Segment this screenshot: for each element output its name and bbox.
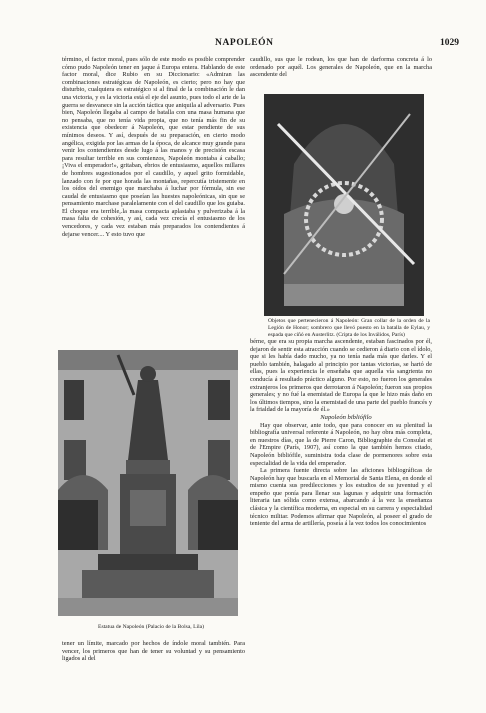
page-header <box>0 38 486 52</box>
paragraph: término, el factor moral, pues sólo de este modo es posible comprender cómo pudo Napoleón tener en jaque á Europa entera. Hablando de este factor moral, dice Rubio en su Diccionario: «Admiran las combinaciones estratégicas de Napoleón, es cierto; pero no hay que disturbio, cualquiera es estratégico si al final de la combinación le dan una victoria, y es la victoria está el eje del asunto, pues todo el arte de la guerra se desvanece sin la acción táctica que aniquila al adversario. Pues bien, Napoleón llegaba al campo de batalla con una masa humana que no pensaba, que no tenía vida propia, que no tenía más fin de su existencia que obedecer á Napoleón, que estar pendiente de sus mínimos deseos. Y así, después de su preparación, en cierto modo angélica, exigida por las armas de la época, de alcance muy grande para venir los contendientes desde lugo á las manos y de precisión escasa para resultar terrible en sus comienzos, Napoleón montaba á caballo; ¡Viva el emperador!», gritaban, ebrios de entusiasmo, aquellos millares de hombres sugestionados por el caudillo, y aquel grito formidable, lanzado con fe por que horada las montañas, repercutía tristemente en los oídos del enemigo que marchaba á luchar por fórmula, sin ese caudal de entusiasmo que poseían las huestes napoleónicas, sin que se pensamiento marchase paralelamente con el del caudillo que los guiaba. El choque era terrible,.la masa compacta aplastaba y pulverizaba á la masa falta de cohesión, y así, cada vez crecía el entusiasmo de los vencedores, y cada vez estaban más preparados los contendientes á dejarse vencer.... Y esto tuvo que <box>62 56 245 238</box>
figure-statue <box>58 350 238 616</box>
column-left-bottom <box>62 640 245 696</box>
figure-hat-collar-sword <box>264 94 424 316</box>
paragraph: tener un límite, marcado por hechos de índole moral también. Para vencer, los primeros que han de tener su voluntad y su pensamiento ligados al del <box>62 640 245 663</box>
page-number: 1029 <box>440 38 459 48</box>
figure-caption-left: Estatua de Napoleón (Palacio de la Bolsa, Lila) <box>98 624 204 630</box>
column-right-top <box>250 56 432 96</box>
paragraph: bérne, que era su propia marcha ascendente, estaban fascinados por él, dejaron de sentir esta atracción cuando se cedieron á diario con el ídolo, que si les había dado mucho, ya no tenía nada más que darles. Y el pueblo también, halagado al principio por tantas victorias, se hartó de ellas, pues la experiencia le enseñaba que aquella vía sangrienta no conducía á resultado práctico alguno. Por esto, no fueron los generales extranjeros los primeros que derrotaron á Napoleón; fueron sus propios generales; y no fué la enemistad de Europa la que le hizo más daño en los últimos tiempos, sino la enemistad de una parte del pueblo francés y la frialdad de la mayoría de él.» <box>250 338 432 414</box>
paragraph: Hay que observar, ante todo, que para conocer en su plenitud la bibliografía universal referente á Napoleón, no hay obra más completa, en nuestros días, que la de Pierre Caron, Bibliographie du Consulat et de l'Empire (París, 1907), así como la que también hemos citado, Napoleón bibliófile, suministra toda clase de pormenores sobre esta especialidad de la vida del emperador. <box>250 421 432 467</box>
section-subtitle: Napoleón bibliófilo <box>320 413 372 421</box>
column-left-top <box>62 56 245 344</box>
running-title: NAPOLEÓN <box>215 38 274 48</box>
hat-sword-collar-photo-icon <box>264 94 424 316</box>
column-right-bottom <box>250 338 432 648</box>
figure-caption-right: Objetos que pertenecieron á Napoleón: Gran collar de la orden de la Legión de Honor; sombrero que llevó puesto en la batalla de Eylau, y espada que ciñó en Austerlitz. (Cripta de los Inválidos, París) <box>268 318 430 338</box>
statue-photo-icon <box>58 350 238 616</box>
paragraph: La primera fuente directa sobre las aficiones bibliográficas de Napoleón hay que buscarla en el Memorial de Santa Elena, en donde el mismo cuenta sus predilecciones y los estudios de su juventud y el empeño que ponía para llenar sus lagunas y adquirir una formación literaria tan sólida como extensa, abarcando á la vez la enseñanza clásica y la científica moderna, en especial en su carrera y especialidad técnico militar. Podemos afirmar que Napoleón, al poseer el grado de teniente del arma de artillería, poseía á la vez todos los conocimientos <box>250 467 432 528</box>
paragraph: caudillo, sus que le rodean, los que han de darforma concreta á lo ordenado por aquél. Los generales de Napoleón, que en la marcha ascendente del <box>250 56 432 79</box>
